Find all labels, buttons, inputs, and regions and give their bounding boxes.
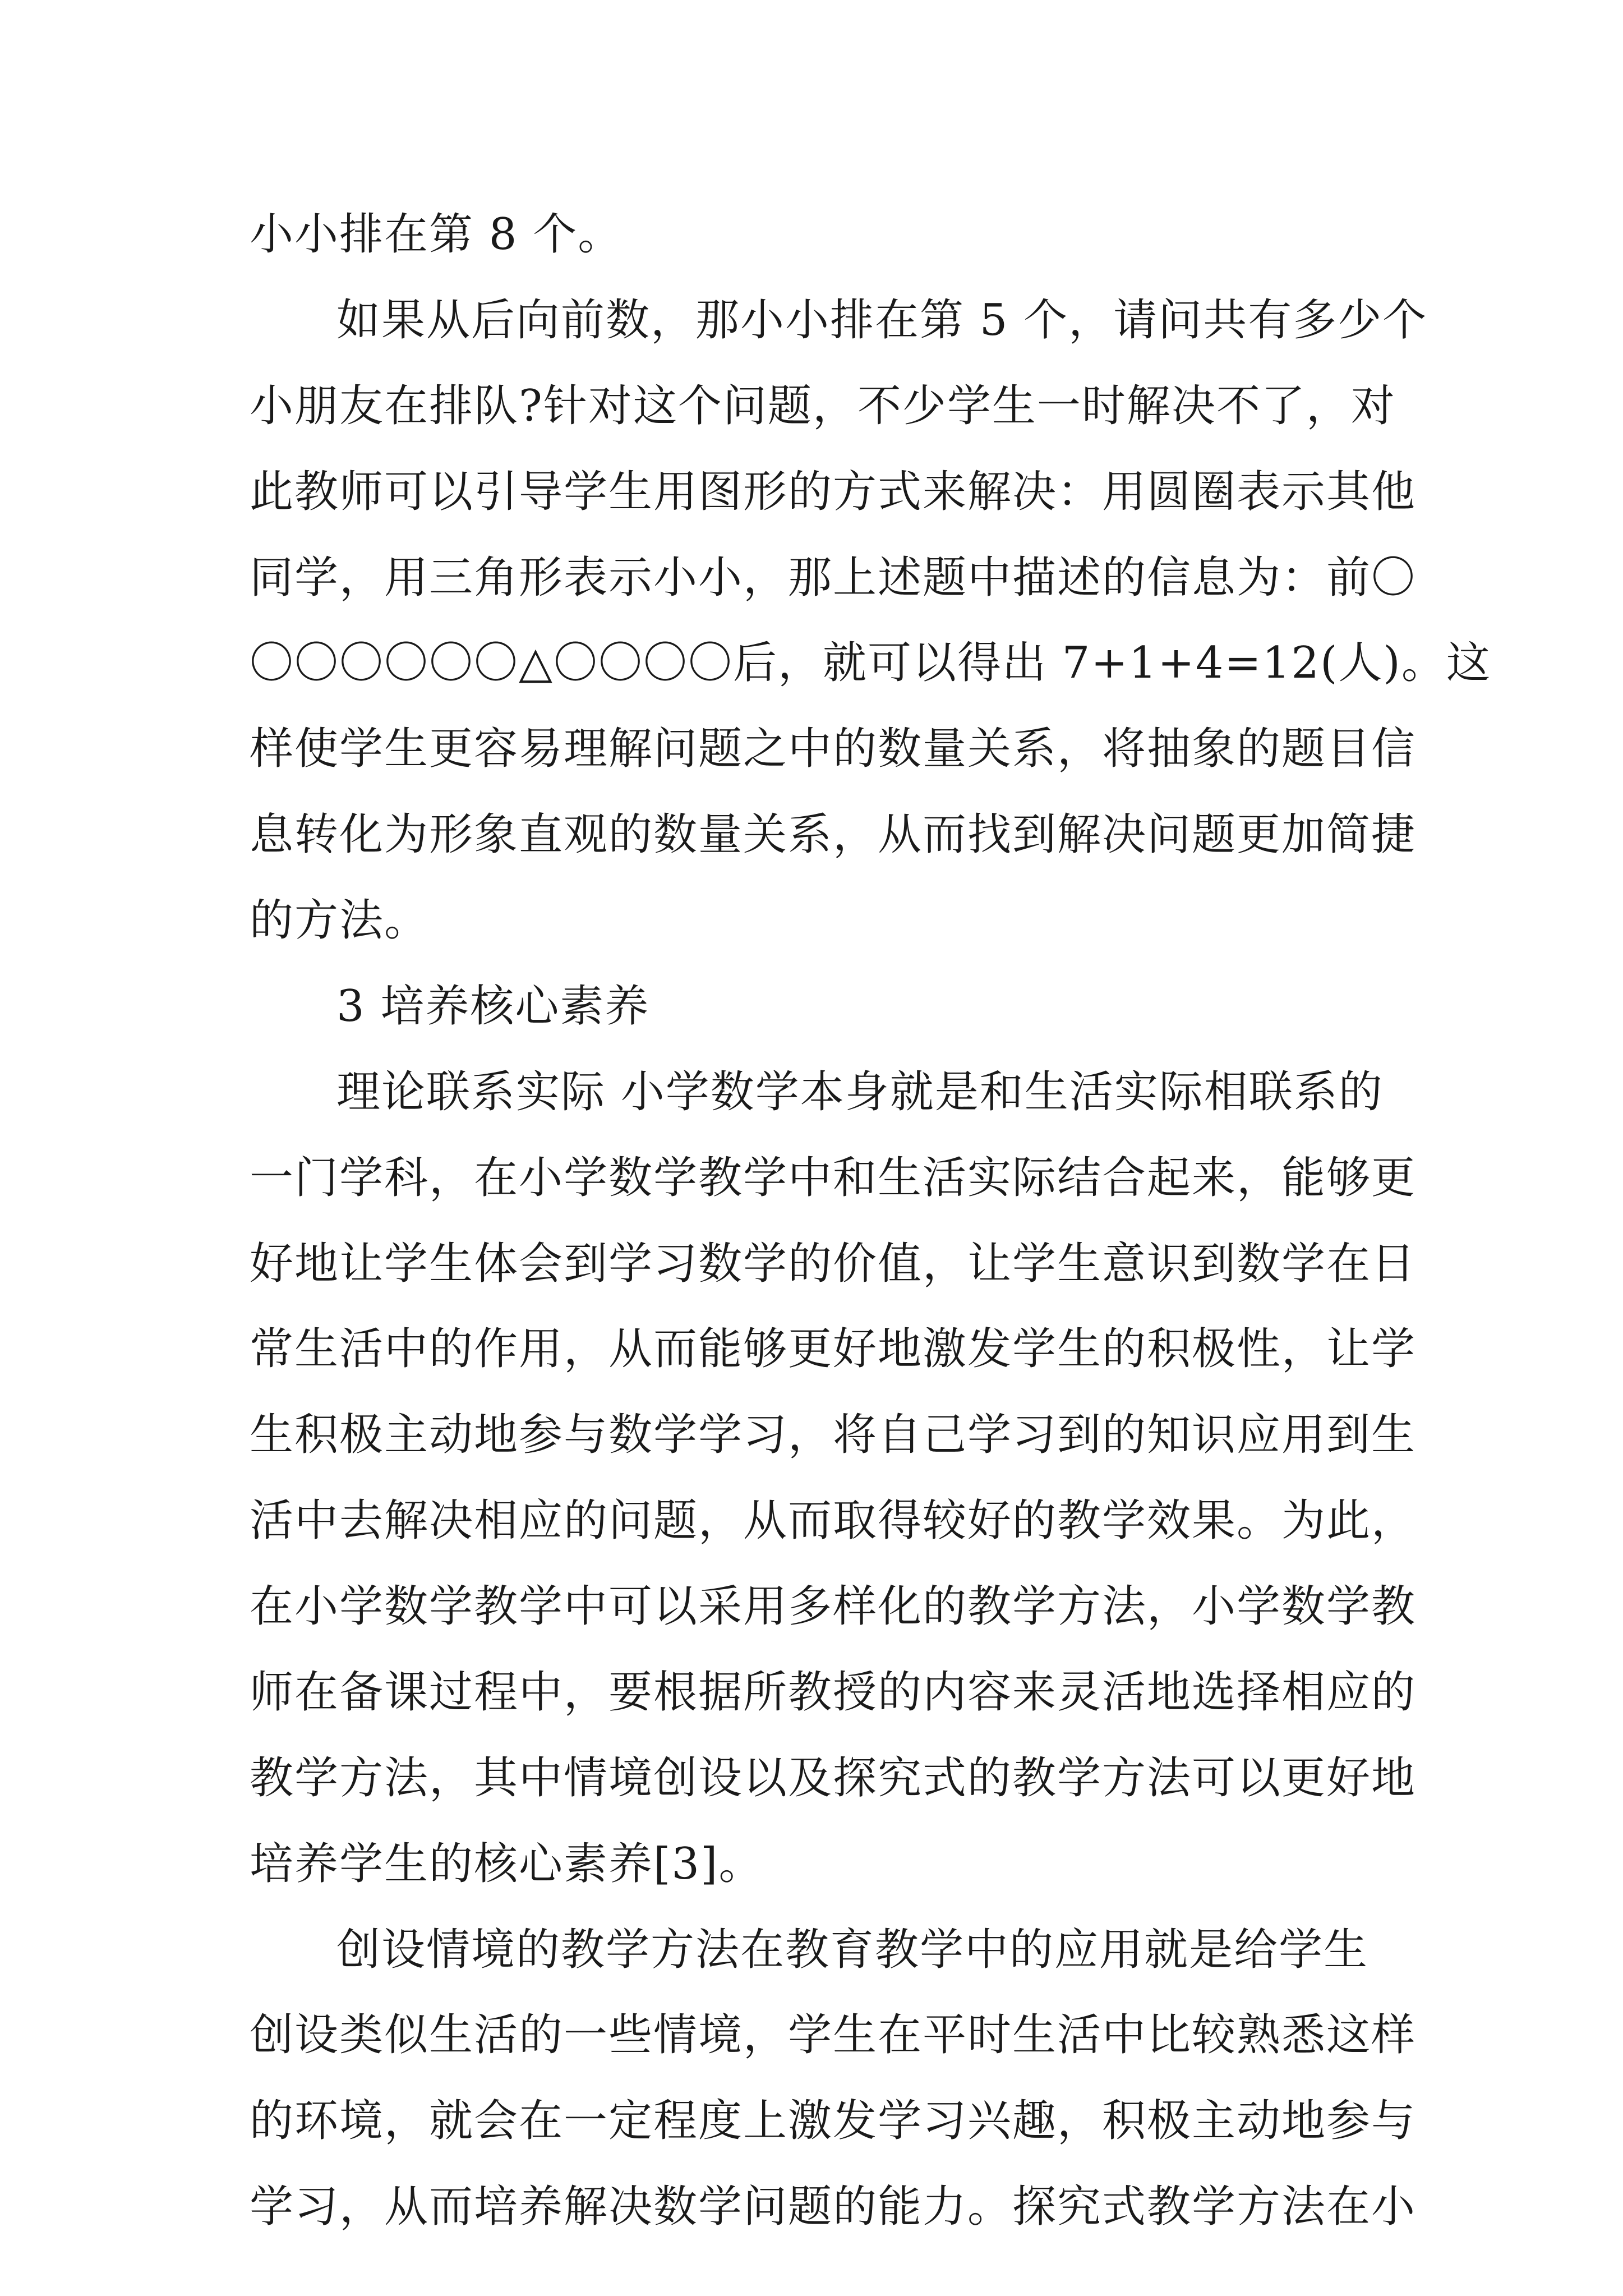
text-line: 创设类似生活的一些情境，学生在平时生活中比较熟悉这样	[250, 2010, 1417, 2060]
text-line: 活中去解决相应的问题，从而取得较好的教学效果。为此，	[250, 1496, 1417, 1546]
text-line: 小小排在第 8 个。	[250, 209, 623, 260]
text-line: 〇〇〇〇〇〇△〇〇〇〇后，就可以得出 7+1+4=12(人)。这	[250, 638, 1491, 688]
text-line: 学习，从而培养解决数学问题的能力。探究式教学方法在小	[250, 2182, 1417, 2232]
text-line: 此教师可以引导学生用图形的方式来解决：用圆圈表示其他	[250, 467, 1417, 517]
text-line: 创设情境的教学方法在教育教学中的应用就是给学生	[336, 1925, 1369, 1975]
text-line: 的方法。	[250, 895, 430, 946]
text-line: 同学，用三角形表示小小，那上述题中描述的信息为：前〇	[250, 553, 1417, 603]
text-line: 小朋友在排队?针对这个问题，不少学生一时解决不了，对	[250, 381, 1396, 431]
text-line: 的环境，就会在一定程度上激发学习兴趣，积极主动地参与	[250, 2096, 1417, 2146]
text-line: 样使学生更容易理解问题之中的数量关系，将抽象的题目信	[250, 724, 1417, 774]
text-line: 师在备课过程中，要根据所教授的内容来灵活地选择相应的	[250, 1667, 1417, 1718]
text-line: 如果从后向前数，那小小排在第 5 个，请问共有多少个	[336, 295, 1428, 346]
text-line: 理论联系实际 小学数学本身就是和生活实际相联系的	[336, 1067, 1384, 1117]
text-line: 常生活中的作用，从而能够更好地激发学生的积极性，让学	[250, 1324, 1417, 1374]
section-heading: 3 培养核心素养	[336, 981, 650, 1032]
text-line: 教学方法，其中情境创设以及探究式的教学方法可以更好地	[250, 1753, 1417, 1803]
text-line: 一门学科，在小学数学教学中和生活实际结合起来，能够更	[250, 1153, 1417, 1203]
text-line: 好地让学生体会到学习数学的价值，让学生意识到数学在日	[250, 1239, 1417, 1289]
text-line: 在小学数学教学中可以采用多样化的教学方法，小学数学教	[250, 1581, 1417, 1632]
text-line: 息转化为形象直观的数量关系，从而找到解决问题更加简捷	[250, 809, 1417, 860]
text-line: 培养学生的核心素养[3]。	[250, 1839, 764, 1889]
text-line: 生积极主动地参与数学学习，将自己学习到的知识应用到生	[250, 1410, 1417, 1460]
